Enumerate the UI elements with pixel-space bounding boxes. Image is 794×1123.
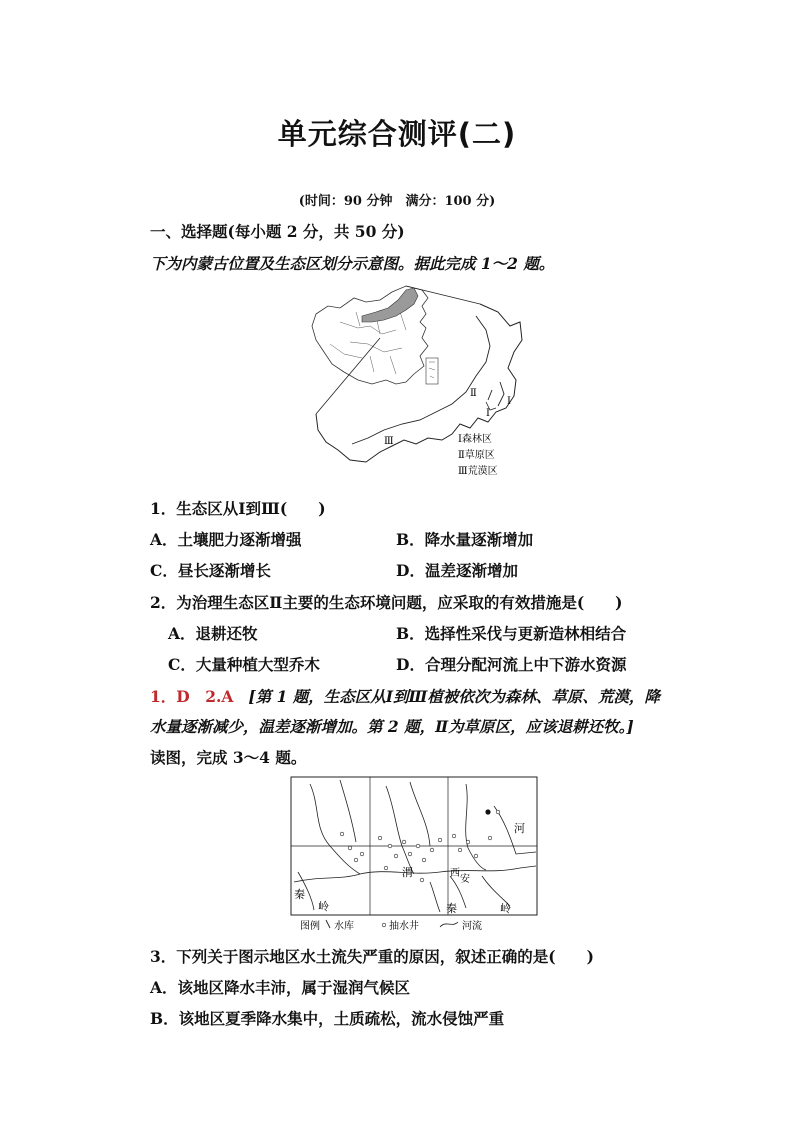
q3-option-b: B．该地区夏季降水集中，土质疏松，流水侵蚀严重 (150, 1009, 505, 1028)
legend-well: 抽水井 (389, 921, 419, 932)
answer-q1-2-line1 (150, 685, 660, 707)
inner-mongolia-map (310, 282, 524, 482)
q2-option-d: D．合理分配河流上中下游水资源 (396, 655, 627, 674)
answer-key: 1．D 2.A (150, 687, 234, 706)
well-icon (382, 923, 386, 927)
q2-option-a: A．退耕还牧 (168, 624, 258, 643)
legend-grassland: Ⅱ草原区 (458, 450, 495, 461)
reservoir-icon (326, 920, 330, 928)
zone-label-I-small: Ⅰ (486, 408, 490, 419)
q2-option-c: C．大量种植大型乔木 (168, 655, 320, 674)
page-title: 单元综合测评(二) (277, 117, 517, 151)
q1-option-d: D．温差逐渐增加 (396, 561, 518, 580)
answer-explanation-2: 水量逐渐减少，温差逐渐增加。第 2 题，Ⅱ为草原区，应该退耕还牧。] (150, 717, 634, 736)
q2-stem: 2．为治理生态区Ⅱ主要的生态环境问题，应采取的有效措施是( ) (150, 593, 623, 612)
q2-option-b: B．选择性采伐与更新造林相结合 (396, 624, 627, 643)
river-icon (440, 922, 458, 927)
intro-q1-2: 下为内蒙古位置及生态区划分示意图。据此完成 1～2 题。 (150, 254, 555, 273)
label-qin-bottom: 秦 (446, 902, 457, 915)
q1-option-c: C．昼长逐渐增长 (150, 561, 271, 580)
answer-explanation-1: [第 1 题，生态区从Ⅰ到Ⅲ植被依次为森林、草原、荒漠，降 (248, 687, 660, 706)
legend-reservoir: 水库 (334, 921, 354, 932)
q3-stem: 3．下列关于图示地区水土流失严重的原因，叙述正确的是( ) (150, 947, 594, 966)
zone-label-I: Ⅰ (507, 396, 511, 407)
legend-title: 图例 (300, 921, 320, 932)
legend-river: 河流 (462, 921, 482, 932)
zone-label-II: Ⅱ (470, 388, 477, 399)
legend-desert: Ⅲ荒漠区 (458, 466, 498, 477)
exam-meta: (时间：90 分钟 满分：100 分) (298, 194, 496, 209)
label-ling-left: 岭 (318, 900, 329, 913)
q1-option-b: B．降水量逐渐增加 (396, 530, 534, 549)
wei-river-map (290, 776, 540, 934)
label-he: 河 (514, 822, 525, 835)
legend-forest: Ⅰ森林区 (458, 434, 492, 445)
label-wei: 渭 (402, 866, 413, 879)
q1-stem: 1．生态区从Ⅰ到Ⅲ( ) (150, 499, 326, 518)
label-ling-right: 岭 (500, 902, 511, 915)
label-xian: 西 (450, 868, 460, 879)
q1-option-a: A．土壤肥力逐渐增强 (150, 530, 302, 549)
label-xian-2: 安 (460, 874, 470, 885)
zone-label-III: Ⅲ (384, 436, 394, 447)
section-heading: 一、选择题(每小题 2 分，共 50 分) (150, 222, 405, 241)
q3-option-a: A．该地区降水丰沛，属于湿润气候区 (150, 978, 411, 997)
intro-q3-4: 读图，完成 3～4 题。 (150, 748, 307, 767)
label-qin-left: 秦 (294, 888, 305, 901)
